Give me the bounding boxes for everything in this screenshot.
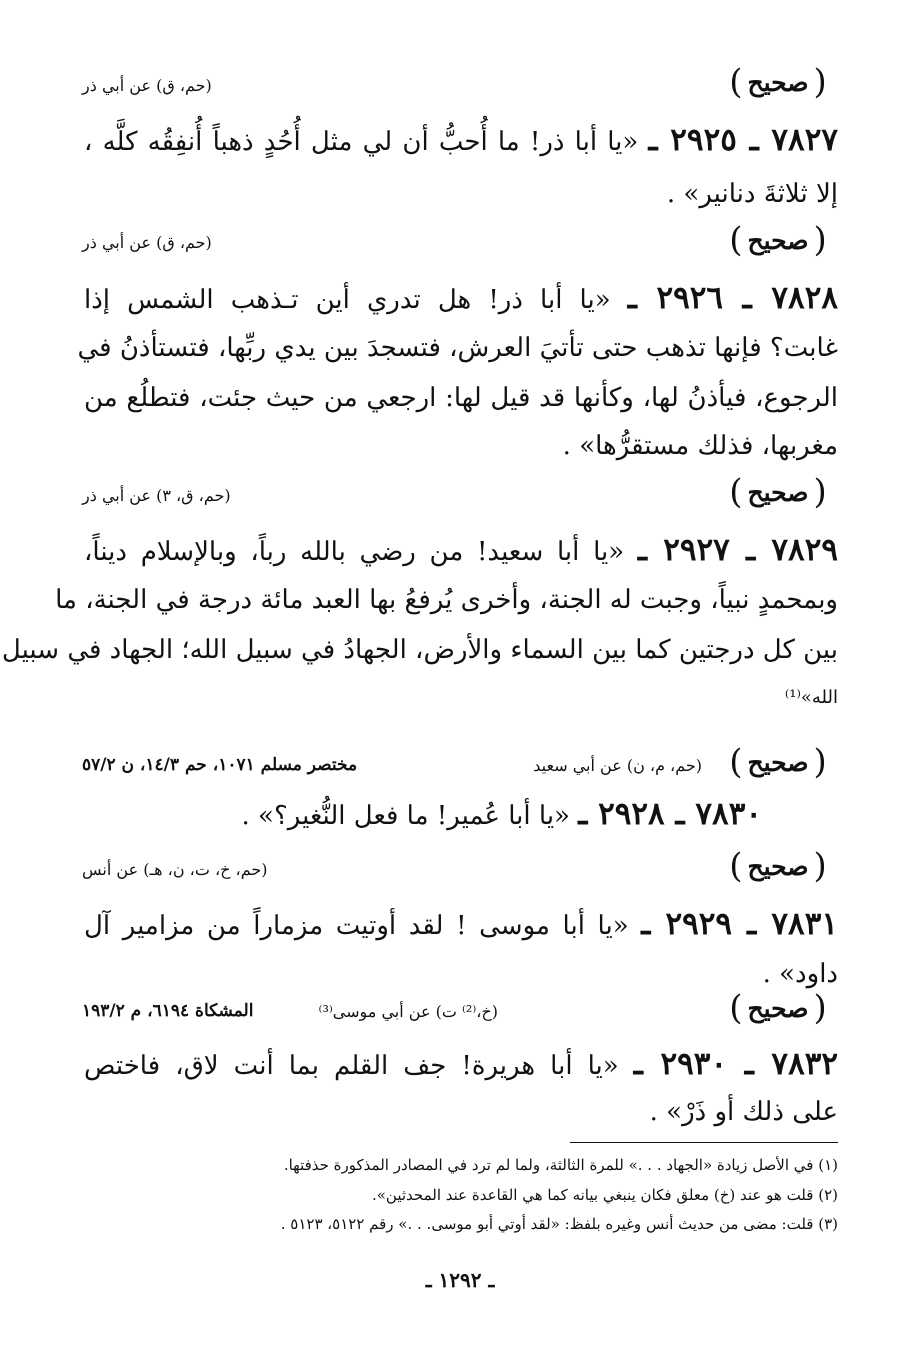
hadith-reference: مختصر مسلم ١٠٧١، حم ١٤/٣، ن ٥٧/٢ [82, 755, 358, 775]
footnote-separator [570, 1142, 838, 1143]
hadith-number: ٧٨٣٠ ـ ٢٩٢٨ ـ [578, 796, 762, 832]
hadith-number: ٧٨٢٨ ـ ٢٩٢٦ ـ [627, 280, 839, 316]
hadith-text: «يا أبا ذر! ما أُحبُّ أن لي مثل أُحُدٍ ذهباً أُنفِقُه كلَّه ، [84, 127, 639, 157]
hadith-line: مغربها، فذلك مستقرُّها» . [562, 431, 838, 461]
hadith-line: غابت؟ فإنها تذهب حتى تأتيَ العرش، فتسجدَ بين يدي ربِّها، فتستأذنُ في [77, 333, 838, 363]
grade-label: صحيح [747, 477, 809, 507]
grade-label: صحيح [747, 67, 809, 97]
hadith-number: ٧٨٣٢ ـ ٢٩٣٠ ـ [633, 1046, 839, 1082]
grade-badge: ( صحيح ) [729, 988, 827, 1028]
hadith-text: «يا أبا موسى ! لقد أوتيت مزماراً من مزامير آل [84, 911, 629, 941]
hadith-source: (حم، ق) عن أبي ذر [82, 76, 212, 95]
hadith-number: ٧٨٢٧ ـ ٢٩٢٥ ـ [648, 122, 839, 158]
hadith-line [84, 276, 838, 322]
hadith-line: إلا ثلاثةَ دنانير» . [666, 179, 838, 209]
hadith-line: على ذلك أو ذَرْ» . [649, 1097, 838, 1127]
hadith-line: الرجوع، فيأذنُ لها، وكأنها قد قيل لها: ارجعي من حيث جئت، فتطلُع من [84, 383, 838, 413]
page-number: ـ ١٢٩٢ ـ [425, 1268, 495, 1292]
hadith-number: ٧٨٣١ ـ ٢٩٢٩ ـ [641, 906, 839, 942]
hadith-line: الله»⁽¹⁾ [784, 687, 838, 708]
hadith-line: وبمحمدٍ نبياً، وجبت له الجنة، وأخرى يُرفعُ بها العبد مائة درجة في الجنة، ما [55, 585, 838, 615]
hadith-source: (حم، خ، ت، ن، هـ) عن أنس [82, 860, 268, 879]
hadith-number: ٧٨٢٩ ـ ٢٩٢٧ ـ [637, 532, 839, 568]
hadith-source: (حم، ق) عن أبي ذر [82, 233, 212, 252]
grade-label: صحيح [747, 747, 809, 777]
footnote: (٢) قلت هو عند (خ) معلق فكان ينبغي بيانه كما هي القاعدة عند المحدثين». [371, 1186, 838, 1204]
hadith-text: «يا أبا عُمير! ما فعل النُّغير؟» . [241, 801, 570, 831]
hadith-source: (خ،⁽²⁾ ت) عن أبي موسى⁽³⁾ [318, 1002, 498, 1021]
grade-label: صحيح [747, 993, 809, 1023]
hadith-line: بين كل درجتين كما بين السماء والأرض، الجهادُ في سبيل الله؛ الجهاد في سبيل [1, 635, 838, 665]
footnote: (٣) قلت: مضى من حديث أنس وغيره بلفظ: «لقد أوتي أبو موسى. . .» رقم ٥١٢٢، ٥١٢٣ . [280, 1215, 838, 1233]
hadith-text: «يا أبا هريرة! جف القلم بما أنت لاق، فاختص [84, 1051, 619, 1081]
hadith-text: «يا أبا سعيد! من رضي بالله رباً، وبالإسلام ديناً، [84, 537, 625, 567]
grade-badge: ( صحيح ) [729, 62, 827, 102]
grade-label: صحيح [747, 225, 809, 255]
hadith-line: داود» . [762, 959, 838, 989]
hadith-source: (حم، ق، ٣) عن أبي ذر [82, 486, 231, 505]
hadith-line [84, 528, 838, 574]
hadith-text: «يا أبا ذر! هل تدري أين تـذهب الشمس إذا [84, 285, 611, 315]
grade-badge: ( صحيح ) [729, 472, 827, 512]
hadith-line [84, 1042, 838, 1088]
hadith-line [84, 902, 838, 948]
grade-badge: ( صحيح ) [729, 742, 827, 782]
grade-badge: ( صحيح ) [729, 220, 827, 260]
grade-badge: ( صحيح ) [729, 846, 827, 886]
hadith-source: (حم، م، ن) عن أبي سعيد [533, 756, 702, 775]
hadith-line [242, 792, 762, 838]
hadith-reference: المشكاة ٦١٩٤، م ١٩٣/٢ [82, 1001, 254, 1021]
footnote: (١) في الأصل زيادة «الجهاد . . .» للمرة الثالثة، ولما لم ترد في المصادر المذكورة حذفتها. [283, 1156, 838, 1174]
hadith-line [84, 118, 838, 164]
grade-label: صحيح [747, 851, 809, 881]
